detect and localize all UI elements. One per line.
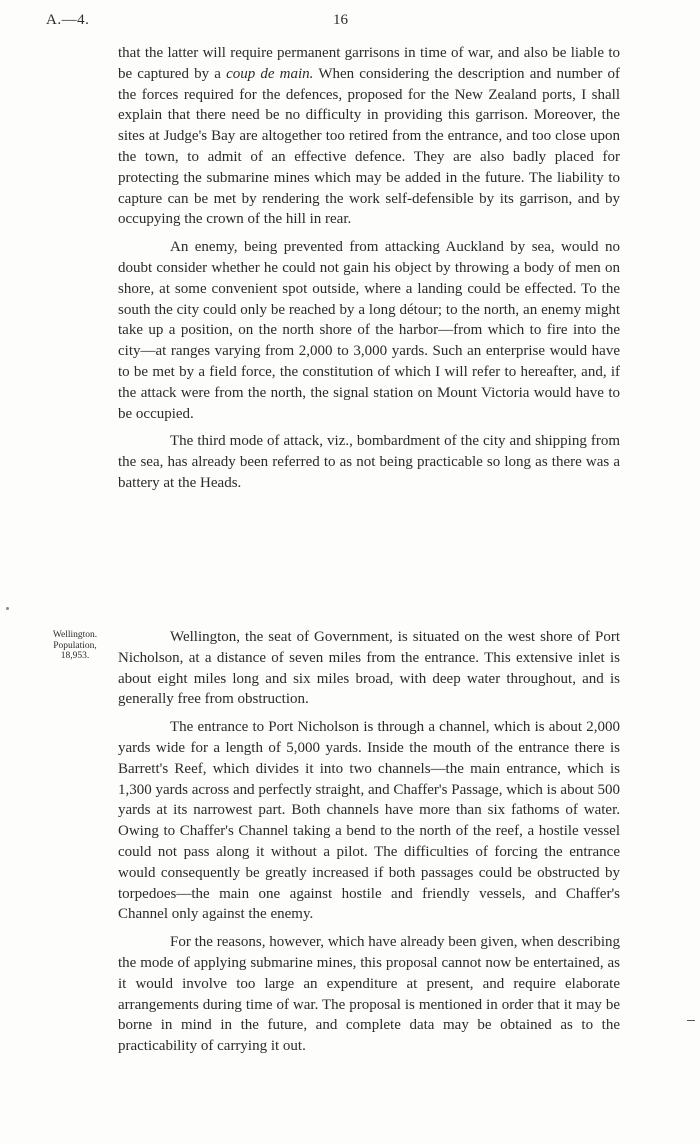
text-block-auckland	[118, 43, 620, 501]
paragraph-garrisons-text-end: When considering the description and number of the forces required for the defences, proposed for the New Zealand ports, I shall explain that there need be no difficulty in providing this garrison. Moreover, the sites at Judge's Bay are altogether too retired from the entrance, and too close upon the town, to admit of an effective defence. They are also badly placed for protecting the submarine mines which may be added in the future. The liability to capture can be met by rendering the work self-defensible by its garrison, and by occupying the crown of the hill in rear.	[118, 65, 620, 228]
text-block-wellington	[118, 627, 620, 1064]
paragraph-garrisons-text-start: that the latter will require permanent garrisons in time of war, and also be liable to be captured by a	[118, 45, 620, 82]
paragraph-wellington-intro: Wellington, the seat of Government, is situated on the west shore of Port Nicholson, at a distance of seven miles from the entrance. This extensive inlet is about eight miles long and six miles broad, with deep water throughout, and is generally free from obstruction.	[118, 629, 620, 708]
paragraph-reasons: For the reasons, however, which have already been given, when describing the mode of applying submarine mines, this proposal cannot now be entertained, as it would involve too large an expenditure at present, and require elaborate arrangements during time of war. The proposal is mentioned in order that it may be borne in mind in the future, and complete data may be obtained as to the practicability of carrying it out.	[118, 934, 620, 1055]
document-reference: A.—4.	[46, 12, 90, 28]
side-note-value: 18,953.	[60, 651, 90, 661]
coup-de-main-phrase: coup de main.	[226, 65, 314, 82]
margin-mark	[6, 607, 9, 610]
side-note-place: Wellington.	[52, 630, 98, 640]
paragraph-garrisons	[118, 43, 620, 230]
side-note-wellington	[36, 630, 114, 662]
paragraph-bombardment: The third mode of attack, viz., bombardment of the city and shipping from the sea, has already been referred to as not being practicable so long as there was a battery at the Heads.	[118, 433, 620, 491]
paragraph-land-attack: An enemy, being prevented from attacking Auckland by sea, would no doubt consider whether he could not gain his object by throwing a body of men on shore, at some convenient spot outside, where a landing could be effected. To the south the city could only be reached by a long détour; to the north, an enemy might take up a position, on the north shore of the harbor—from which to fire into the city—at ranges varying from 2,000 to 3,000 yards. Such an enterprise would have to be met by a field force, the constitution of which I will refer to hereafter, and, if the attack were from the north, the signal station on Mount Victoria would have to be occupied.	[118, 239, 620, 422]
paragraph-entrance: The entrance to Port Nicholson is through a channel, which is about 2,000 yards wide for a length of 5,000 yards. Inside the mouth of the entrance there is Barrett's Reef, which divides it into two channels—the main entrance, which is 1,300 yards across and perfectly straight, and Chaffer's Passage, which is about 500 yards at its narrowest part. Both channels have more than six fathoms of water. Owing to Chaffer's Channel taking a bend to the north of the reef, a hostile vessel could not pass along it without a pilot. The difficulties of forcing the entrance would consequently be greatly increased if both passages could be obstructed by torpedoes—the main one against hostile and friendly vessels, and Chaffer's Channel only against the enemy.	[118, 719, 620, 923]
side-note-label: Population,	[53, 640, 97, 651]
margin-dash-mark	[687, 1020, 695, 1021]
page-number: 16	[333, 12, 348, 28]
